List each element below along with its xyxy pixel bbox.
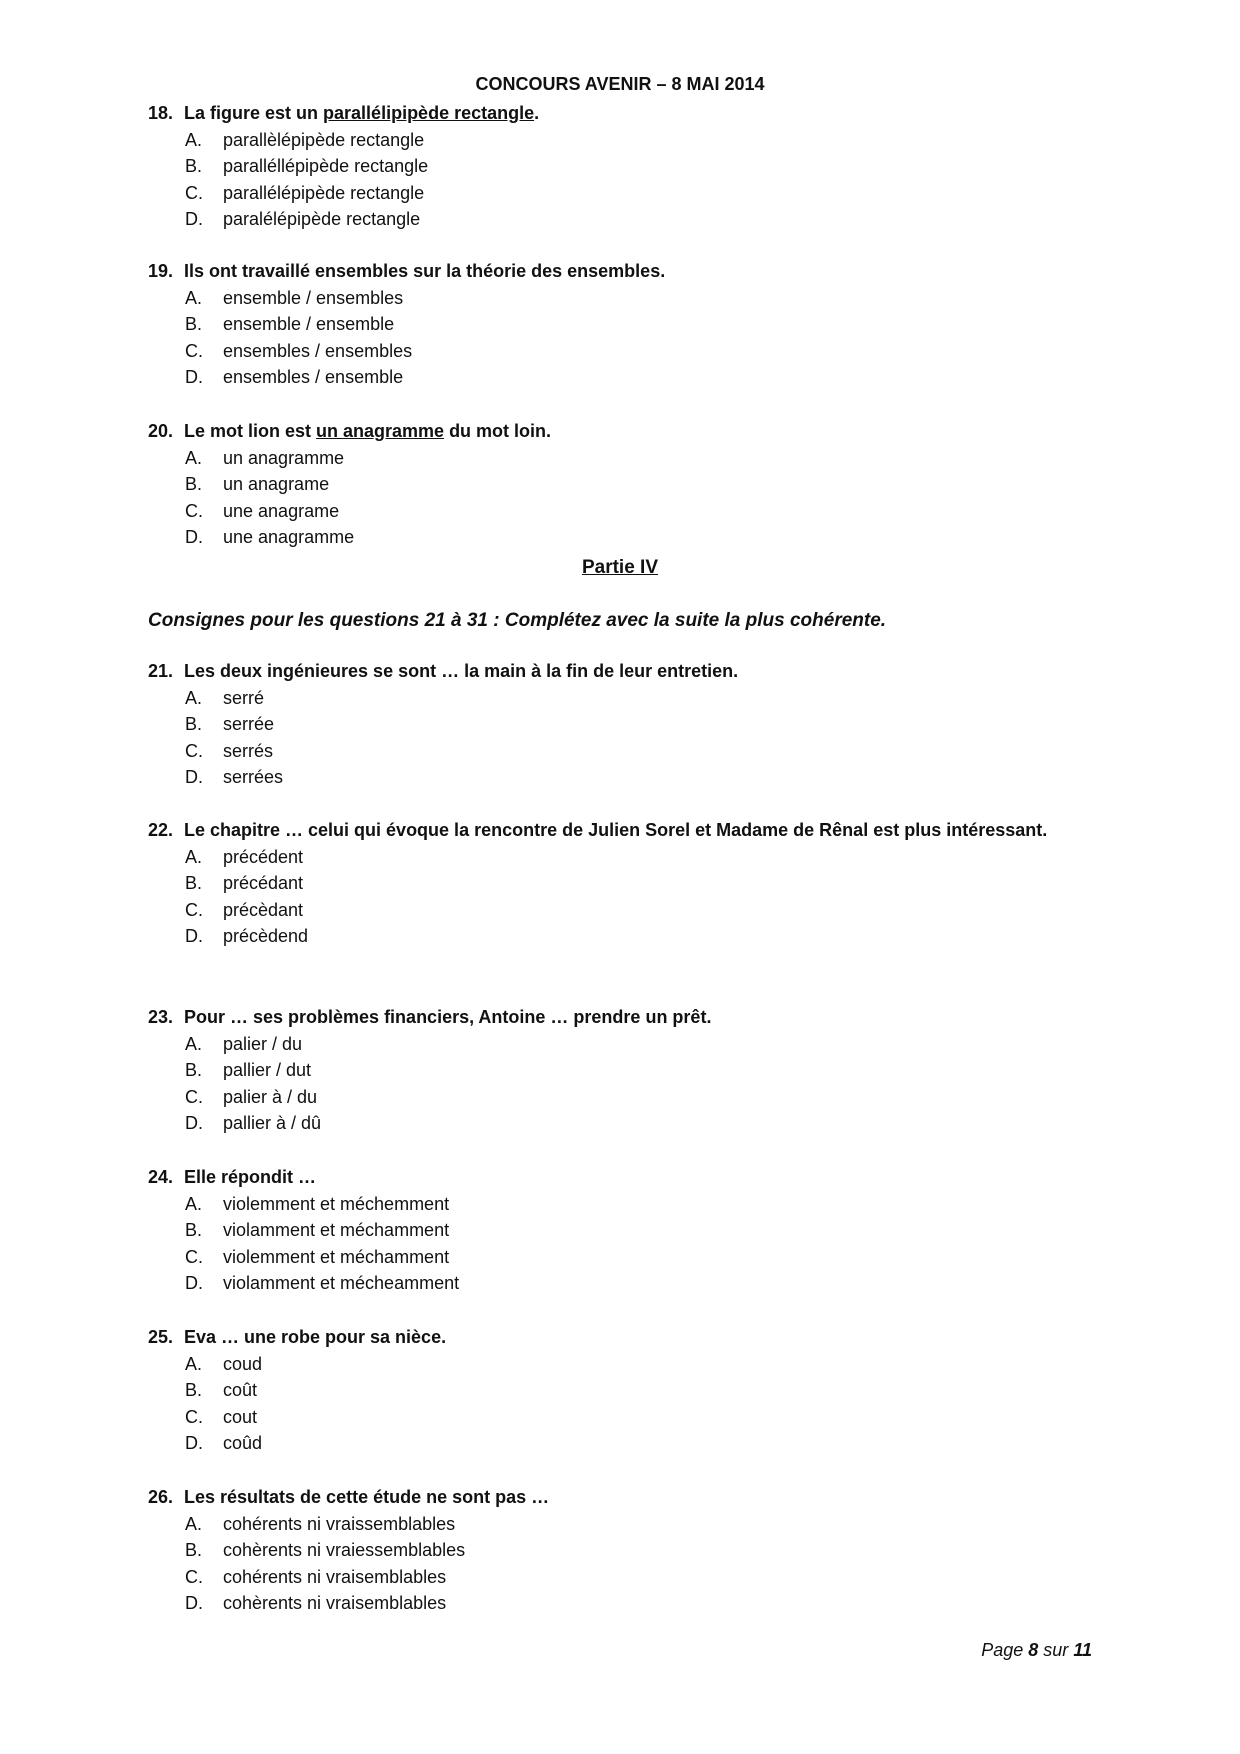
option-b [148, 311, 1093, 338]
option-text: cohérents ni vraissemblables [223, 1513, 456, 1534]
option-a [148, 844, 1093, 871]
question-20 [148, 418, 1093, 551]
question-number: 22. [148, 820, 174, 840]
page-number: 8 [1028, 1640, 1039, 1660]
underlined-term: un anagramme [316, 421, 445, 441]
option-letter: B. [185, 1220, 203, 1240]
option-letter: A. [185, 1033, 203, 1054]
option-text: cout [223, 1406, 258, 1427]
question-text [148, 1164, 1093, 1191]
option-text: ensembles / ensemble [223, 367, 404, 387]
question-text [148, 817, 1093, 844]
option-letter: D. [185, 1273, 203, 1293]
option-text: serrées [223, 767, 284, 787]
option-c [148, 498, 1093, 525]
option-text: ensemble / ensembles [223, 287, 404, 308]
option-text: serrée [223, 714, 275, 734]
question-text-part: du mot loin. [444, 421, 552, 441]
question-number: 19. [148, 261, 174, 281]
page-label: Page [981, 1640, 1024, 1660]
underlined-term: parallélipipède rectangle [323, 103, 535, 123]
option-b [148, 711, 1093, 738]
section-heading: Partie IV [581, 557, 659, 578]
option-letter: A. [185, 687, 203, 708]
question-number: 18. [148, 103, 174, 123]
option-c [148, 1244, 1093, 1271]
question-text-part: Le mot lion est [184, 421, 317, 441]
option-d [148, 923, 1093, 950]
option-d [148, 1590, 1093, 1617]
option-letter: D. [185, 367, 203, 387]
option-letter: D. [185, 767, 203, 787]
option-text: précédent [223, 846, 304, 867]
instructions: Consignes pour les questions 21 à 31 : Complétez avec la suite la plus cohérente. [148, 610, 887, 631]
option-text: paralélépipède rectangle [223, 209, 421, 229]
question-number: 26. [148, 1487, 174, 1507]
option-a [148, 685, 1093, 712]
question-number: 21. [148, 661, 174, 681]
question-text-part: Pour … ses problèmes financiers, Antoine … prendre un prêt. [184, 1007, 712, 1027]
option-text: précèdend [223, 926, 309, 946]
option-letter: A. [185, 1513, 203, 1534]
option-letter: C. [185, 1246, 203, 1267]
page-footer [981, 1640, 1092, 1661]
question-text-part: . [534, 103, 540, 123]
page-header: CONCOURS AVENIR – 8 MAI 2014 [475, 74, 765, 94]
option-text: coût [223, 1380, 258, 1400]
question-number: 20. [148, 421, 174, 441]
option-letter: C. [185, 340, 203, 361]
question-text-part: Le chapitre … celui qui évoque la rencontre de Julien Sorel et Madame de Rênal est plus intéressant. [184, 820, 1048, 840]
option-letter: A. [185, 287, 203, 308]
page-sur: sur [1043, 1640, 1069, 1660]
question-text-part: Les résultats de cette étude ne sont pas … [184, 1487, 550, 1507]
question-text-part: Elle répondit … [184, 1167, 317, 1187]
option-text: coûd [223, 1433, 263, 1453]
question-text [148, 258, 1093, 285]
option-c [148, 738, 1093, 765]
option-d [148, 1110, 1093, 1137]
option-b [148, 153, 1093, 180]
question-text-part: La figure est un [184, 103, 324, 123]
option-c [148, 338, 1093, 365]
option-letter: C. [185, 1086, 203, 1107]
question-18 [148, 100, 1093, 233]
option-text: cohèrents ni vraiessemblables [223, 1540, 466, 1560]
option-d [148, 206, 1093, 233]
option-text: un anagramme [223, 447, 345, 468]
option-letter: C. [185, 500, 203, 521]
option-text: parallèlépipède rectangle [223, 129, 425, 150]
option-letter: B. [185, 1540, 203, 1560]
question-text [148, 658, 1093, 685]
option-text: précèdant [223, 899, 304, 920]
option-letter: B. [185, 156, 203, 176]
option-c [148, 180, 1093, 207]
option-letter: D. [185, 926, 203, 946]
question-25 [148, 1324, 1093, 1457]
question-23 [148, 1004, 1093, 1137]
option-text: un anagrame [223, 474, 330, 494]
option-b [148, 471, 1093, 498]
option-text: ensemble / ensemble [223, 314, 395, 334]
option-letter: D. [185, 1593, 203, 1613]
option-text: serré [223, 687, 265, 708]
option-a [148, 1511, 1093, 1538]
question-24 [148, 1164, 1093, 1297]
option-text: cohèrents ni vraisemblables [223, 1593, 447, 1613]
option-text: serrés [223, 740, 274, 761]
option-letter: A. [185, 1193, 203, 1214]
option-c [148, 1084, 1093, 1111]
option-letter: B. [185, 714, 203, 734]
option-letter: B. [185, 314, 203, 334]
option-b [148, 1217, 1093, 1244]
question-text-part: Ils ont travaillé ensembles sur la théorie des ensembles. [184, 261, 666, 281]
option-letter: C. [185, 182, 203, 203]
question-text [148, 418, 1093, 445]
option-text: violamment et mécheamment [223, 1273, 460, 1293]
option-text: paralléllépipède rectangle [223, 156, 429, 176]
option-a [148, 285, 1093, 312]
question-number: 25. [148, 1327, 174, 1347]
option-letter: B. [185, 1060, 203, 1080]
option-letter: B. [185, 474, 203, 494]
option-letter: A. [185, 129, 203, 150]
option-c [148, 1404, 1093, 1431]
option-d [148, 364, 1093, 391]
option-text: une anagrame [223, 500, 340, 521]
option-text: palier à / du [223, 1086, 318, 1107]
option-letter: A. [185, 1353, 203, 1374]
option-letter: D. [185, 1433, 203, 1453]
option-a [148, 127, 1093, 154]
option-text: pallier / dut [223, 1060, 312, 1080]
option-b [148, 1377, 1093, 1404]
option-text: violamment et méchamment [223, 1220, 450, 1240]
option-text: parallélépipède rectangle [223, 182, 425, 203]
question-text-part: Les deux ingénieures se sont … la main à la fin de leur entretien. [184, 661, 739, 681]
option-text: une anagramme [223, 527, 355, 547]
option-letter: C. [185, 899, 203, 920]
option-text: cohérents ni vraisemblables [223, 1566, 447, 1587]
question-text [148, 1484, 1093, 1511]
option-letter: C. [185, 1566, 203, 1587]
option-b [148, 1057, 1093, 1084]
question-text [148, 100, 1093, 127]
option-letter: D. [185, 527, 203, 547]
option-d [148, 764, 1093, 791]
question-number: 23. [148, 1007, 174, 1027]
option-d [148, 1430, 1093, 1457]
option-a [148, 1351, 1093, 1378]
option-a [148, 445, 1093, 472]
option-letter: A. [185, 846, 203, 867]
option-text: pallier à / dû [223, 1113, 322, 1133]
option-text: violemment et méchamment [223, 1246, 450, 1267]
option-c [148, 897, 1093, 924]
page-total: 11 [1073, 1640, 1092, 1660]
question-number: 24. [148, 1167, 174, 1187]
option-d [148, 524, 1093, 551]
option-letter: B. [185, 873, 203, 893]
question-21 [148, 658, 1093, 791]
question-text-part: Eva … une robe pour sa nièce. [184, 1327, 447, 1347]
option-letter: C. [185, 740, 203, 761]
option-a [148, 1191, 1093, 1218]
option-letter: D. [185, 209, 203, 229]
option-text: ensembles / ensembles [223, 340, 413, 361]
question-text [148, 1324, 1093, 1351]
option-letter: B. [185, 1380, 203, 1400]
option-text: violemment et méchemment [223, 1193, 450, 1214]
option-text: précédant [223, 873, 304, 893]
option-text: coud [223, 1353, 263, 1374]
question-text [148, 1004, 1093, 1031]
option-letter: A. [185, 447, 203, 468]
option-letter: D. [185, 1113, 203, 1133]
question-22 [148, 817, 1093, 950]
option-b [148, 870, 1093, 897]
option-d [148, 1270, 1093, 1297]
option-c [148, 1564, 1093, 1591]
option-a [148, 1031, 1093, 1058]
question-26 [148, 1484, 1093, 1617]
option-letter: C. [185, 1406, 203, 1427]
option-text: palier / du [223, 1033, 303, 1054]
question-19 [148, 258, 1093, 391]
option-b [148, 1537, 1093, 1564]
